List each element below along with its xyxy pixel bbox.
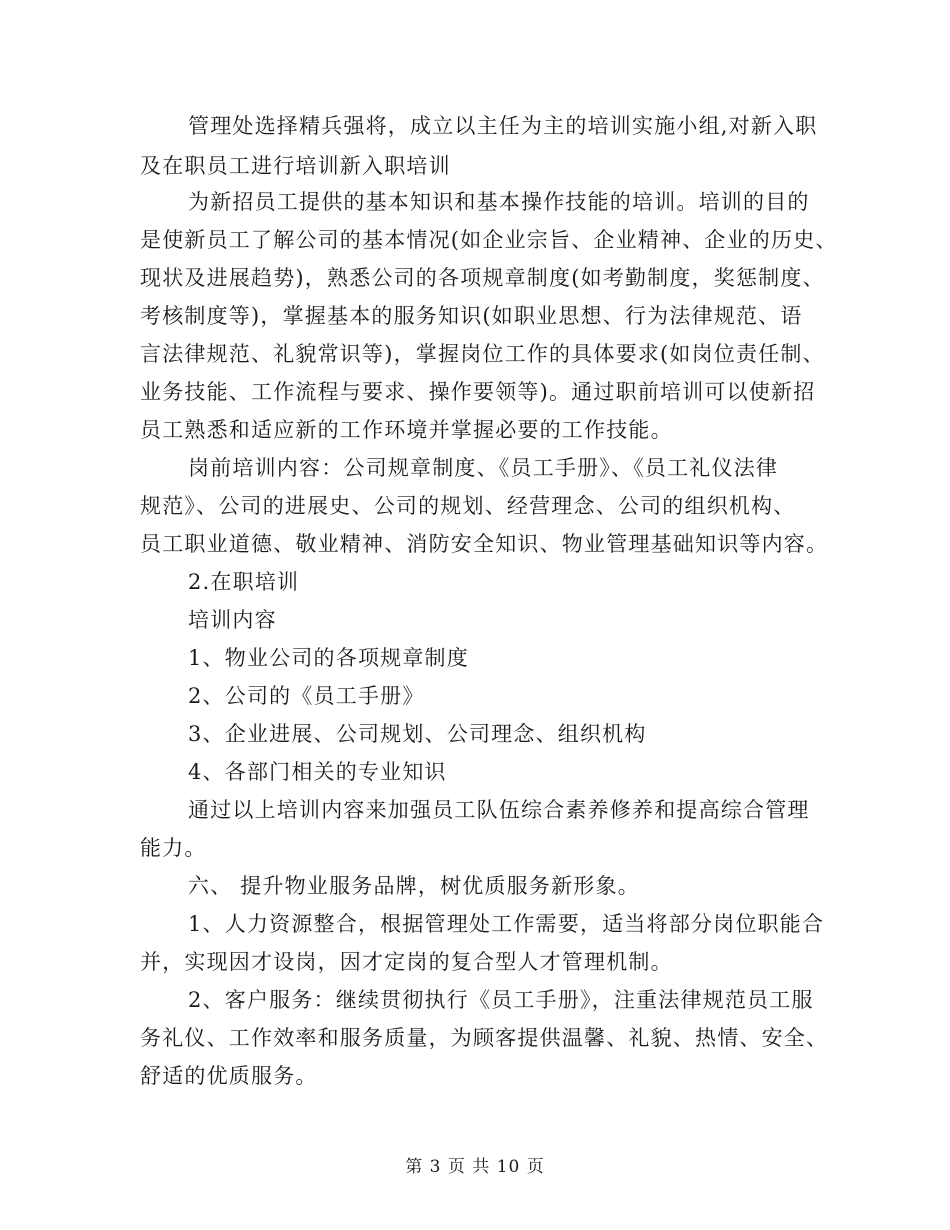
paragraph-line: 通过以上培训内容来加强员工队伍综合素养修养和提高综合管理 xyxy=(188,798,810,822)
section-heading: 2.在职培训 xyxy=(188,570,300,594)
paragraph-line: 1、人力资源整合，根据管理处工作需要，适当将部分岗位职能合 xyxy=(188,912,825,936)
paragraph-line: 员工熟悉和适应新的工作环境并掌握必要的工作技能。 xyxy=(140,418,673,442)
paragraph-line: 管理处选择精兵强将，成立以主任为主的培训实施小组,对新入职 xyxy=(188,114,818,138)
paragraph-line: 业务技能、工作流程与要求、操作要领等)。通过职前培训可以使新招 xyxy=(140,380,816,404)
list-item: 1、物业公司的各项规章制度 xyxy=(188,646,469,670)
paragraph-line: 是使新员工了解公司的基本情况(如企业宗旨、企业精神、企业的历史、 xyxy=(140,228,838,252)
section-heading: 六、 提升物业服务品牌，树优质服务新形象。 xyxy=(188,874,640,898)
paragraph-line: 及在职员工进行培训新入职培训 xyxy=(140,154,451,178)
paragraph-line: 言法律规范、礼貌常识等)，掌握岗位工作的具体要求(如岗位责任制、 xyxy=(140,342,825,366)
page-footer: 第 3 页 共 10 页 xyxy=(405,1157,545,1177)
list-item: 2、公司的《员工手册》 xyxy=(188,684,425,708)
paragraph-line: 务礼仪、工作效率和服务质量，为顾客提供温馨、礼貌、热情、安全、 xyxy=(140,1026,829,1050)
paragraph-line: 能力。 xyxy=(140,836,207,860)
paragraph-line: 现状及进展趋势)，熟悉公司的各项规章制度(如考勤制度，奖惩制度、 xyxy=(140,266,825,290)
paragraph-line: 舒适的优质服务。 xyxy=(140,1064,318,1088)
list-item: 3、企业进展、公司规划、公司理念、组织机构 xyxy=(188,722,647,746)
list-item: 4、各部门相关的专业知识 xyxy=(188,760,447,784)
paragraph-line: 为新招员工提供的基本知识和基本操作技能的培训。培训的目的 xyxy=(188,190,810,214)
paragraph-line: 员工职业道德、敬业精神、消防安全知识、物业管理基础知识等内容。 xyxy=(140,532,829,556)
paragraph-line: 规范》、公司的进展史、公司的规划、经营理念、公司的组织机构、 xyxy=(140,494,796,518)
paragraph-line: 2、客户服务：继续贯彻执行《员工手册》，注重法律规范员工服 xyxy=(188,988,814,1012)
paragraph-line: 岗前培训内容：公司规章制度、《员工手册》、《员工礼仪法律 xyxy=(188,456,779,480)
subheading: 培训内容 xyxy=(188,608,277,632)
paragraph-line: 并，实现因才设岗，因才定岗的复合型人才管理机制。 xyxy=(140,950,673,974)
paragraph-line: 考核制度等)，掌握基本的服务知识(如职业思想、行为法律规范、语 xyxy=(140,304,803,328)
